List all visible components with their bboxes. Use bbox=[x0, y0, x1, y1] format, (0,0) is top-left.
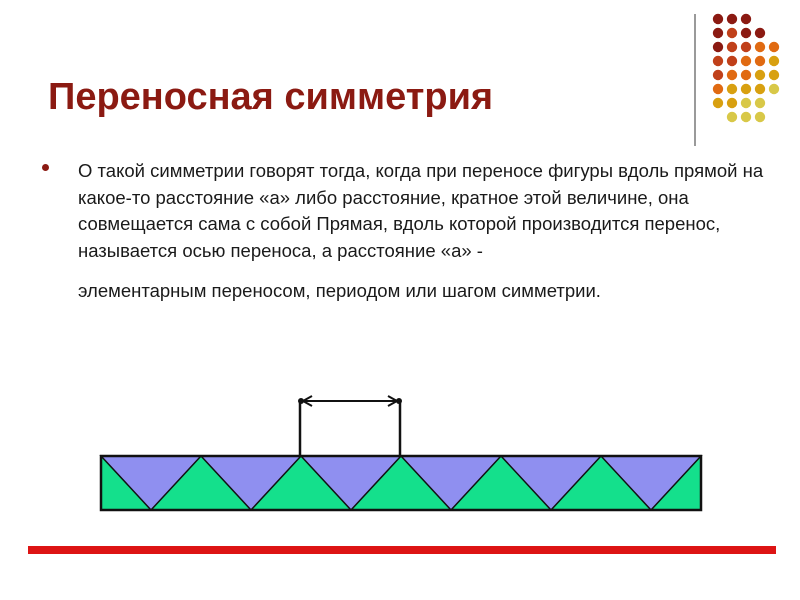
bullet-text-last: элементарным переносом, периодом или шагом симметрии. bbox=[78, 280, 601, 301]
period-arrow-end-left bbox=[298, 398, 304, 404]
bullet-text-main: О такой симметрии говорят тогда, когда при переносе фигуры вдоль прямой на какое-то расстояние «а» либо расстояние, кратное этой величине, она совмещается сама с собой Прямая, вдоль которой производится перенос, называется осью переноса, а расстояние «а» - bbox=[78, 160, 764, 261]
accent-bar bbox=[28, 546, 776, 554]
period-arrow-end-right bbox=[396, 398, 402, 404]
page-title: Переносная симметрия bbox=[48, 76, 494, 118]
strip-triangles bbox=[101, 456, 701, 510]
